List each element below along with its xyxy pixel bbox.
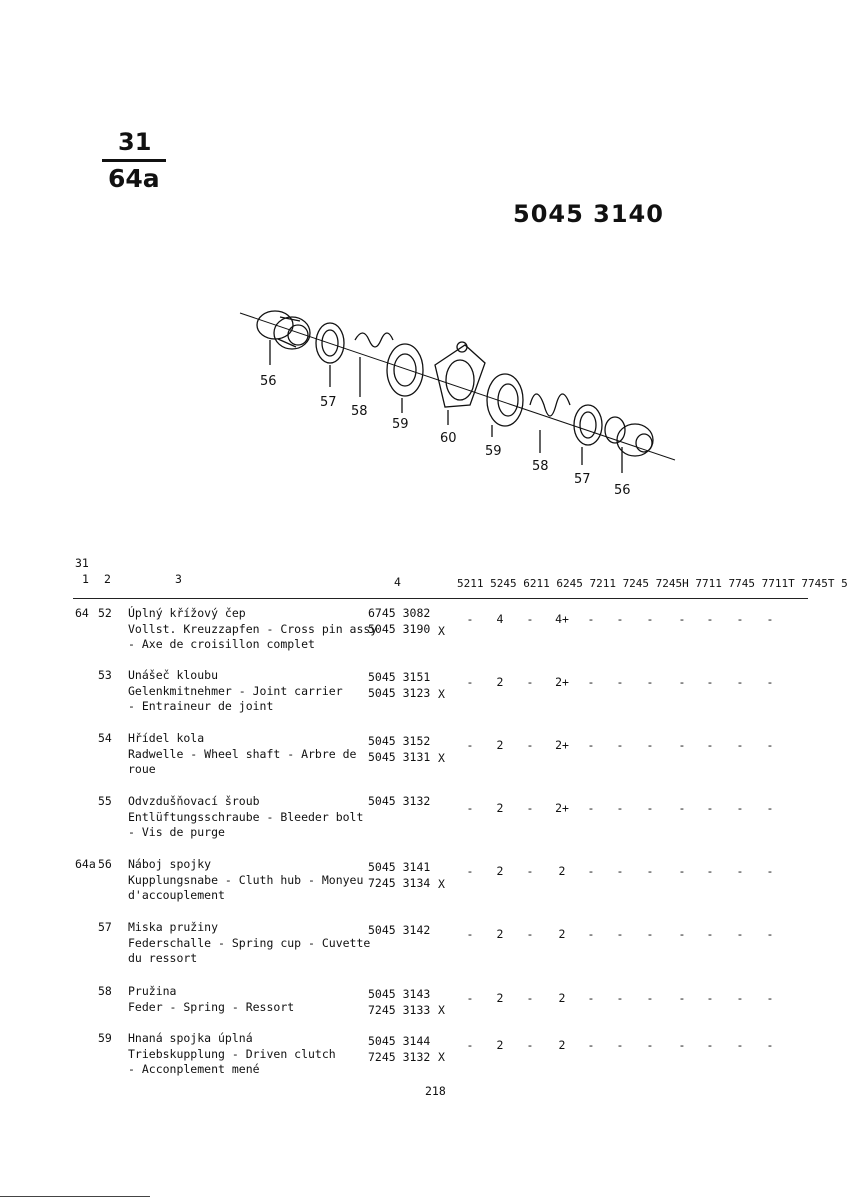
model-value-cell: 2+ [555, 801, 569, 815]
model-value-cell: 2 [496, 927, 504, 941]
model-value-cell: - [616, 991, 624, 1005]
model-value-cell: - [526, 864, 534, 878]
model-value-cell: 2+ [555, 738, 569, 752]
callout-57-left: 57 [320, 395, 337, 410]
row-group: 64a [75, 857, 96, 871]
model-value-cell: - [706, 991, 714, 1005]
table-group-label: 31 [75, 556, 89, 570]
model-value-cell: - [736, 612, 744, 626]
model-value-cell: 2 [496, 864, 504, 878]
model-value-cell: - [678, 991, 686, 1005]
model-value-cell: - [646, 612, 654, 626]
row-part-codes: 5045 3143 7245 3133 [368, 987, 431, 1017]
row-mark: X [438, 624, 445, 638]
model-value-cell: 2 [496, 991, 504, 1005]
model-value-cell: - [678, 1038, 686, 1052]
model-value-cell: - [466, 801, 474, 815]
model-value-cell: 2+ [555, 675, 569, 689]
row-position: 59 [98, 1031, 112, 1045]
model-value-cell: 2 [558, 1038, 566, 1052]
model-value-cell: - [616, 675, 624, 689]
row-position: 55 [98, 794, 112, 808]
model-value-cell: - [646, 927, 654, 941]
row-mark: X [438, 1050, 445, 1064]
model-value-cell: - [706, 864, 714, 878]
model-value-cell: - [678, 738, 686, 752]
row-position: 53 [98, 668, 112, 682]
model-value-cell: - [736, 927, 744, 941]
model-value-cell: - [766, 1038, 774, 1052]
model-value-cell: - [646, 801, 654, 815]
model-value-cell: - [678, 801, 686, 815]
model-value-cell: - [587, 675, 595, 689]
model-value-cell: - [678, 927, 686, 941]
model-value-cell: - [466, 612, 474, 626]
model-value-cell: - [706, 738, 714, 752]
row-mark: X [438, 1003, 445, 1017]
model-value-cell: - [678, 612, 686, 626]
callout-56-left: 56 [260, 374, 277, 389]
model-value-cell: 2 [496, 675, 504, 689]
model-value-cell: - [587, 864, 595, 878]
model-value-cell: - [526, 675, 534, 689]
row-part-codes: 5045 3152 5045 3131 [368, 734, 431, 764]
model-value-cell: - [766, 738, 774, 752]
model-value-cell: - [646, 1038, 654, 1052]
model-value-cell: - [766, 927, 774, 941]
model-value-cell: - [616, 1038, 624, 1052]
col-header-2: 2 [104, 572, 111, 586]
row-part-codes: 5045 3142 [368, 923, 431, 937]
model-value-cell: - [587, 1038, 595, 1052]
model-value-cell: - [646, 738, 654, 752]
row-description: Miska pružiny Federschalle - Spring cup - Cuvette du ressort [128, 920, 371, 965]
model-value-cell: - [526, 612, 534, 626]
row-description: Pružina Feder - Spring - Ressort [128, 984, 295, 1014]
model-value-cell: - [766, 801, 774, 815]
model-value-cell: 2 [558, 991, 566, 1005]
model-value-cell: - [706, 927, 714, 941]
model-value-cell: - [587, 801, 595, 815]
header-rule [73, 598, 808, 599]
row-part-codes: 5045 3132 [368, 794, 431, 808]
callout-59-right: 59 [485, 444, 502, 459]
model-value-cell: - [706, 1038, 714, 1052]
model-value-cell: - [587, 612, 595, 626]
model-value-cell: - [766, 675, 774, 689]
model-value-cell: - [466, 675, 474, 689]
col-header-4: 4 [394, 575, 401, 589]
table-row [0, 1031, 861, 1091]
model-value-cell: - [616, 801, 624, 815]
row-position: 58 [98, 984, 112, 998]
row-mark: X [438, 687, 445, 701]
model-value-cell: - [646, 675, 654, 689]
model-value-cell: - [706, 612, 714, 626]
table-row [0, 920, 861, 980]
model-value-cell: - [616, 927, 624, 941]
col-header-3: 3 [175, 572, 182, 586]
row-part-codes: 5045 3141 7245 3134 [368, 860, 431, 890]
model-value-cell: - [616, 612, 624, 626]
row-position: 54 [98, 731, 112, 745]
model-value-cell: - [766, 612, 774, 626]
model-value-cell: - [526, 1038, 534, 1052]
model-value-cell: - [526, 801, 534, 815]
row-part-codes: 6745 3082 5045 3190 [368, 606, 431, 636]
model-value-cell: 2 [496, 801, 504, 815]
model-columns-header: 5211 5245 6211 6245 7211 7245 7245H 7711 7745 7711T 7745T 5 [457, 577, 848, 590]
callout-57-right: 57 [574, 472, 591, 487]
callout-60: 60 [440, 431, 457, 446]
exploded-diagram [230, 295, 690, 510]
model-value-cell: 2 [558, 927, 566, 941]
group-divider [102, 159, 166, 162]
model-value-cell: - [526, 991, 534, 1005]
table-row [0, 606, 861, 666]
model-value-cell: - [646, 864, 654, 878]
model-value-cell: - [587, 991, 595, 1005]
model-value-cell: 2 [496, 1038, 504, 1052]
callout-58-left: 58 [351, 404, 368, 419]
callout-58-right: 58 [532, 459, 549, 474]
row-description: Hnaná spojka úplná Triebskupplung - Driven clutch - Acconplement mené [128, 1031, 336, 1076]
subgroup-number: 64a [108, 164, 160, 193]
row-part-codes: 5045 3144 7245 3132 [368, 1034, 431, 1064]
model-value-cell: - [587, 738, 595, 752]
model-value-cell: 4 [496, 612, 504, 626]
row-mark: X [438, 751, 445, 765]
row-group: 64 [75, 606, 89, 620]
model-value-cell: - [526, 738, 534, 752]
model-value-cell: - [646, 991, 654, 1005]
model-value-cell: - [678, 675, 686, 689]
row-description: Hřídel kola Radwelle - Wheel shaft - Arbre de roue [128, 731, 357, 776]
model-value-cell: - [616, 738, 624, 752]
row-description: Úplný křížový čep Vollst. Kreuzzapfen - Cross pin assy - Axe de croisillon complet [128, 606, 378, 651]
row-description: Unášeč kloubu Gelenkmitnehmer - Joint carrier - Entraineur de joint [128, 668, 343, 713]
model-value-cell: - [706, 675, 714, 689]
model-value-cell: - [466, 1038, 474, 1052]
model-value-cell: - [706, 801, 714, 815]
model-value-cell: 2 [558, 864, 566, 878]
assembly-part-number: 5045 3140 [513, 200, 664, 228]
model-value-cell: - [526, 927, 534, 941]
model-value-cell: 2 [496, 738, 504, 752]
model-value-cell: - [736, 738, 744, 752]
model-value-cell: - [736, 991, 744, 1005]
model-value-cell: - [766, 991, 774, 1005]
row-description: Odvzdušňovací šroub Entlüftungsschraube - Bleeder bolt - Vis de purge [128, 794, 364, 839]
callout-59-left: 59 [392, 417, 409, 432]
row-position: 57 [98, 920, 112, 934]
footer-rule [0, 1196, 150, 1197]
model-value-cell: - [616, 864, 624, 878]
model-value-cell: - [466, 991, 474, 1005]
model-value-cell: - [678, 864, 686, 878]
callout-56-right: 56 [614, 483, 631, 498]
model-value-cell: - [466, 738, 474, 752]
model-value-cell: - [736, 801, 744, 815]
group-number: 31 [118, 128, 152, 156]
model-value-cell: - [766, 864, 774, 878]
page-number: 218 [425, 1084, 446, 1098]
col-header-1: 1 [82, 572, 89, 586]
row-description: Náboj spojky Kupplungsnabe - Cluth hub - Monyeu d'accouplement [128, 857, 364, 902]
row-mark: X [438, 877, 445, 891]
row-part-codes: 5045 3151 5045 3123 [368, 670, 431, 700]
table-row [0, 668, 861, 728]
table-row [0, 794, 861, 854]
row-position: 56 [98, 857, 112, 871]
model-value-cell: 4+ [555, 612, 569, 626]
model-value-cell: - [466, 864, 474, 878]
model-value-cell: - [466, 927, 474, 941]
model-value-cell: - [587, 927, 595, 941]
table-row [0, 731, 861, 791]
model-value-cell: - [736, 864, 744, 878]
table-row [0, 857, 861, 917]
model-value-cell: - [736, 675, 744, 689]
row-position: 52 [98, 606, 112, 620]
model-value-cell: - [736, 1038, 744, 1052]
